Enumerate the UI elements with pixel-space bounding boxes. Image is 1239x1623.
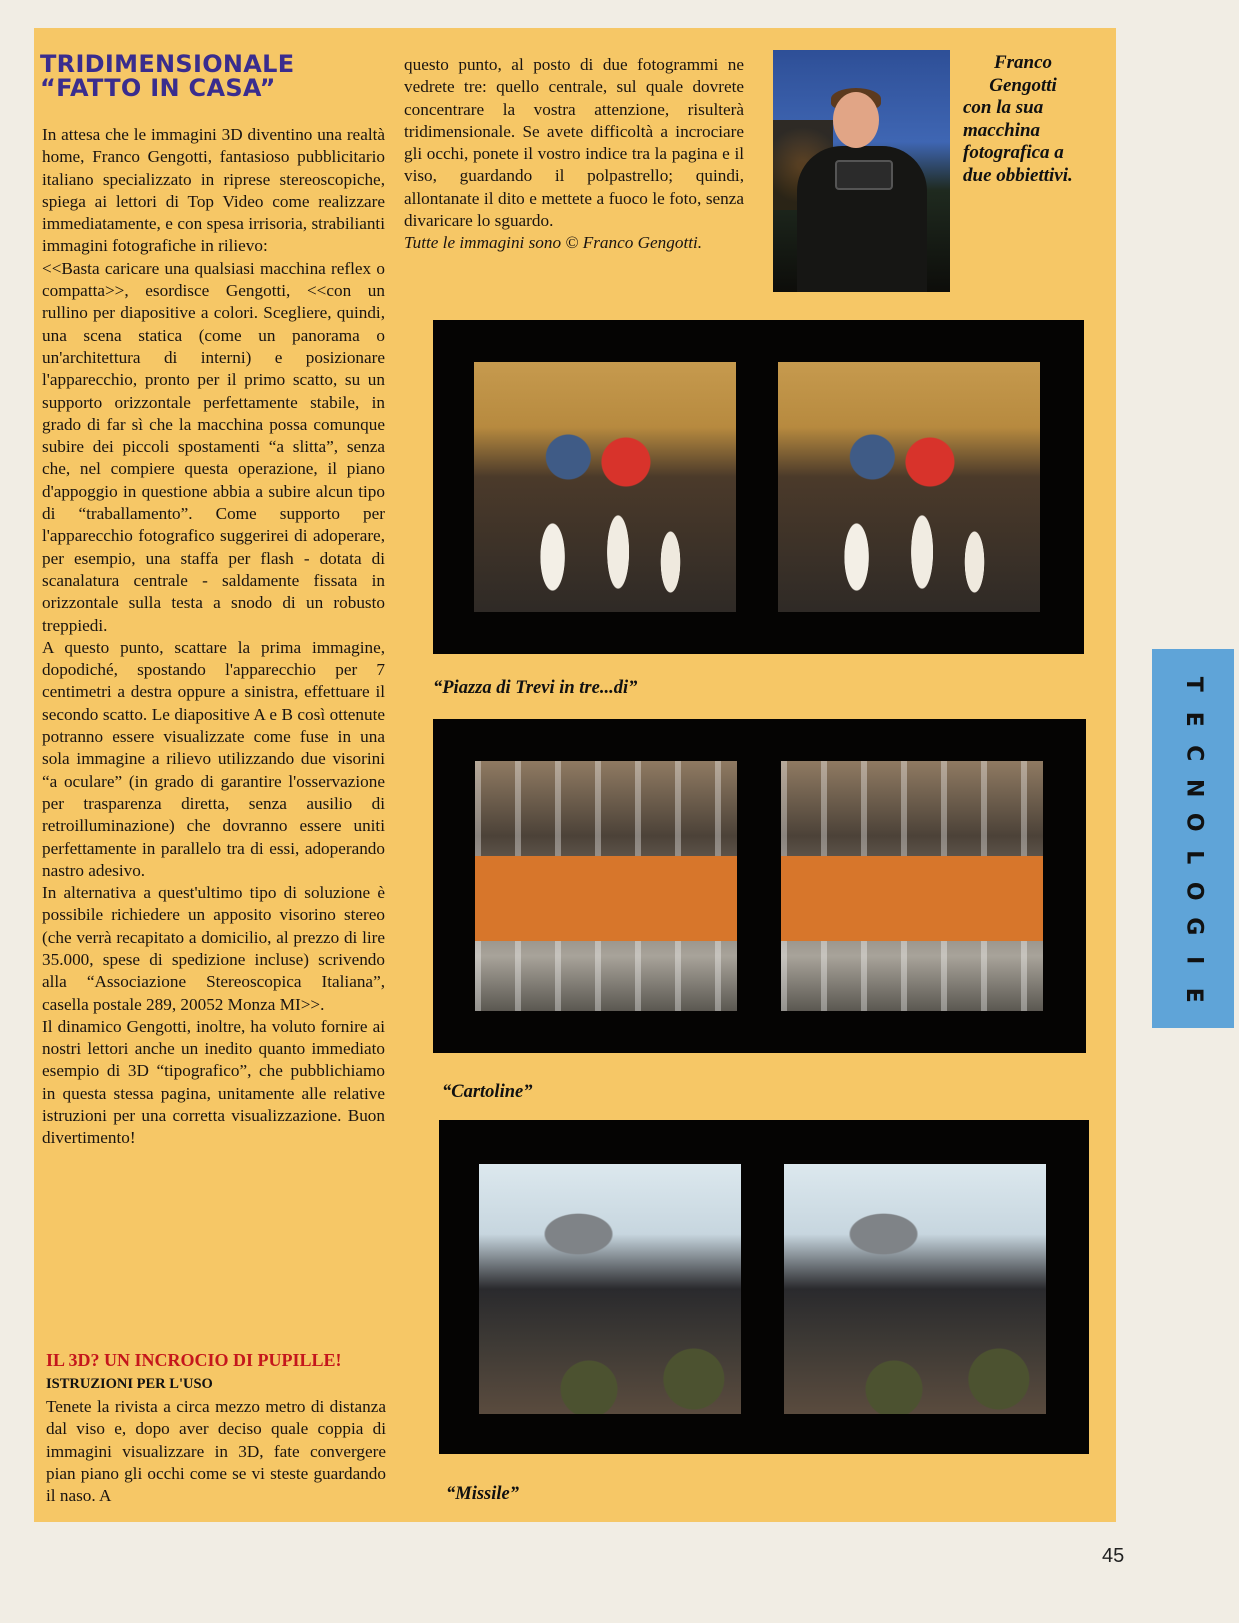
article-body-left — [42, 124, 385, 1150]
stereo-image-left — [479, 1164, 741, 1414]
section-tab-letter: O — [1181, 812, 1207, 832]
portrait-photo — [773, 50, 950, 292]
article-body-middle — [404, 54, 744, 255]
stereo-image-left — [474, 362, 736, 612]
instructions-text — [46, 1396, 386, 1507]
portrait-caption-desc: con la sua macchina fotografica a due obbiettivi. — [963, 97, 1073, 186]
paragraph: Tenete la rivista a circa mezzo metro di distanza dal viso e, dopo aver deciso quale coppia di immagini visualizzare in 3D, fate convergere pian piano gli occhi come se vi steste guardando il naso. A — [46, 1397, 386, 1506]
photographer-face — [833, 92, 879, 148]
paragraph: In attesa che le immagini 3D diventino una realtà home, Franco Gengotti, fantasioso pubblicitario italiano specializzato in riprese stereoscopiche, spiega ai lettori di Top Video come realizzare immediatamente, e con spesa irrisoria, strabilianti immagini fotografiche in rilievo: — [42, 125, 385, 256]
section-tab — [1152, 649, 1234, 1028]
section-tab-letter: G — [1181, 916, 1207, 935]
section-tab-letter: I — [1181, 956, 1207, 965]
section-tab-letter: E — [1181, 987, 1207, 1003]
portrait-caption-name: Franco Gengotti — [989, 52, 1057, 96]
section-tab-letter: C — [1181, 745, 1207, 762]
section-tab-label — [1152, 667, 1234, 1012]
paragraph: <<Basta caricare una qualsiasi macchina reflex o compatta>>, esordisce Gengotti, <<con un rullino per diapositive a colori. Scegliere, quindi, una scena statica (come un panorama o un'architettura di interni) e posizionare l'apparecchio, pronto per il primo scatto, su un supporto orizzontale perfettamente stabile, in grado di far sì che la macchina possa comunque subire dei piccoli spostamenti “a slitta”, senza che, nel compiere questa operazione, il piano d'appoggio in questione abbia a subire alcun tipo di “traballamento”. Come supporto per l'apparecchio fotografico suggerirei di adoperare, per esempio, una staffa per flash - dotata di scanalatura centrale - saldamente fissata in orizzontale sulla testa a snodo di un robusto treppiedi. — [42, 258, 385, 635]
paragraph: In alternativa a quest'ultimo tipo di soluzione è possibile richiedere un apposito visorino stereo (che verrà recapitato a domicilio, al prezzo di lire 35.000, spese di spedizione incluse) scrivendo alla “Associazione Stereoscopica Italiana”, casella postale 289, 20052 Monza MI>>. — [42, 883, 385, 1014]
paragraph: A questo punto, scattare la prima immagine, dopodiché, spostando l'apparecchio per 7 centimetri a destra oppure a sinistra, effettuare il secondo scatto. Le diapositive A e B così ottenute potranno essere visualizzate come fuse in una sola immagine a rilievo utilizzando due visorini “a oculare” (in grado di garantire l'osservazione per trasparenza diretta, senza ausilio di retroilluminazione) che dovranno essere uniti perfettamente in parallelo tra di essi, adoperando nastro adesivo. — [42, 637, 385, 880]
article-title: TRIDIMENSIONALE “FATTO IN CASA” — [40, 50, 295, 102]
stereo-image-left — [475, 761, 737, 1011]
stereo-image-right — [784, 1164, 1046, 1414]
sidebar-kicker: ISTRUZIONI PER L'USO — [46, 1376, 213, 1392]
section-tab-letter: T — [1181, 676, 1207, 692]
stereo-pair-frame — [439, 1120, 1089, 1454]
photo-credits: Tutte le immagini sono © Franco Gengotti. — [404, 233, 703, 253]
stereo-camera — [835, 160, 893, 190]
portrait-caption — [963, 52, 1083, 187]
stereo-pair-frame — [433, 719, 1086, 1053]
paragraph: Il dinamico Gengotti, inoltre, ha voluto fornire ai nostri lettori anche un inedito quanto immediato esempio di 3D “tipografico”, che pubblichiamo in questa stessa pagina, unitamente alle relative istruzioni per una corretta visualizzazione. Buon divertimento! — [42, 1016, 385, 1148]
stereo-caption: “Piazza di Trevi in tre...di” — [433, 678, 638, 698]
stereo-image-right — [778, 362, 1040, 612]
section-tab-letter: O — [1181, 881, 1207, 901]
stereo-image-right — [781, 761, 1043, 1011]
page-number: 45 — [1102, 1545, 1125, 1567]
paragraph: questo punto, al posto di due fotogrammi ne vedrete tre: quello centrale, sul quale dovrete concentrare la vostra attenzione, risulterà tridimensionale. Se avete difficoltà a incrociare gli occhi, ponete il vostro indice tra la pagina e il viso, guardando il polpastrello; quindi, allontanate il dito e mettete a fuoco le foto, senza divaricare lo sguardo. — [404, 55, 744, 231]
stereo-caption: “Cartoline” — [442, 1082, 533, 1102]
section-tab-letter: L — [1181, 849, 1207, 864]
stereo-pair-frame — [433, 320, 1084, 654]
section-tab-letter: N — [1181, 778, 1207, 797]
section-tab-letter: E — [1181, 711, 1207, 727]
stereo-caption: “Missile” — [446, 1484, 519, 1504]
sidebar-heading: IL 3D? UN INCROCIO DI PUPILLE! — [46, 1350, 342, 1370]
